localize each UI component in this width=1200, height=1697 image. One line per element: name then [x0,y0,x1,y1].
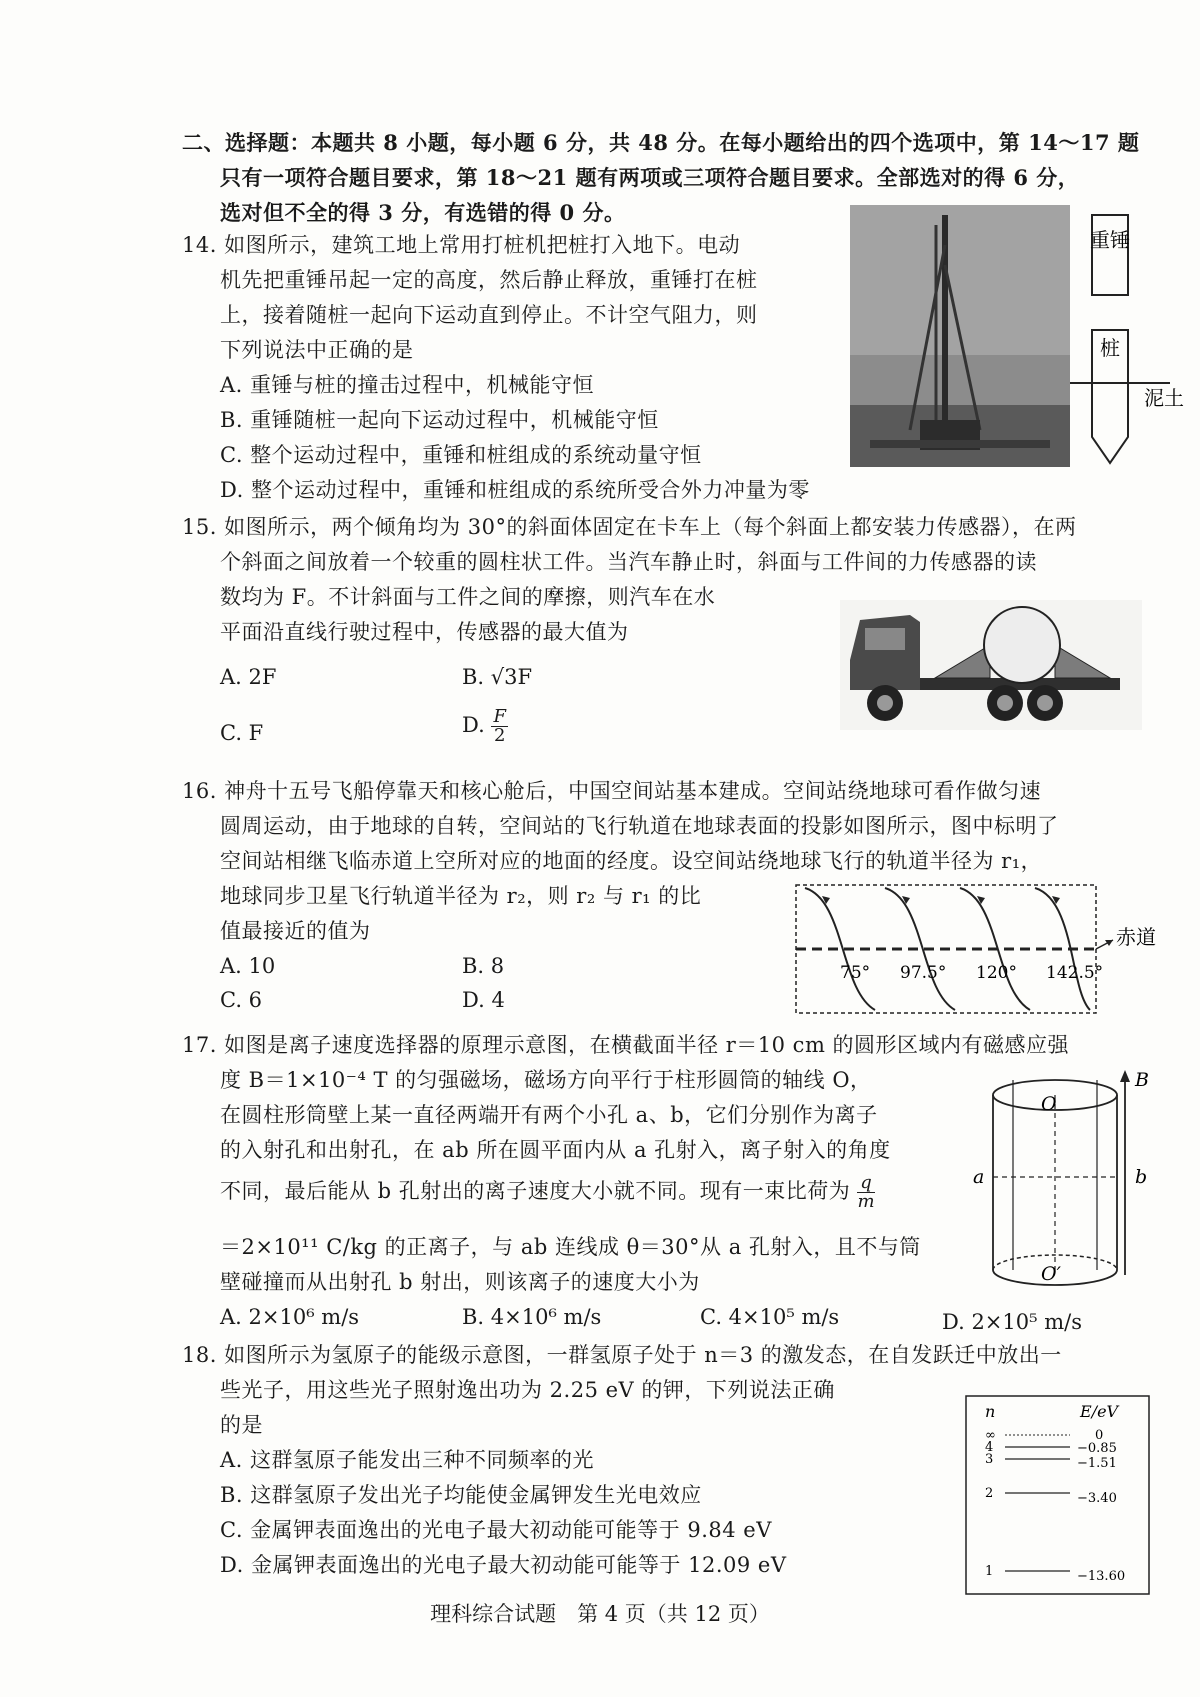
level-e-inf: 0 [1095,1428,1104,1443]
q15-option-b: B. √3F [462,665,533,689]
hole-a-label: a [973,1166,985,1188]
q18-option-b: B. 这群氢原子发出光子均能使金属钾发生光电效应 [220,1483,702,1507]
q17-stem-3: 在圆柱形筒壁上某一直径两端开有两个小孔 a、b，它们分别作为离子 [220,1103,878,1127]
level-e-1: −13.60 [1077,1569,1126,1584]
q16-stem-3: 空间站相继飞临赤道上空所对应的地面的经度。设空间站绕地球飞行的轨道半径为 r₁， [220,849,1043,873]
q14-option-d: D. 整个运动过程中，重锤和桩组成的系统所受合外力冲量为零 [220,478,810,502]
q16-option-d: D. 4 [462,988,505,1012]
q14-stem-1: 14. 如图所示，建筑工地上常用打桩机把桩打入地下。电动 [182,233,741,257]
q17-ratio-denominator: m [857,1191,876,1212]
q16-option-b: B. 8 [462,954,505,978]
q18-option-c: C. 金属钾表面逸出的光电子最大初动能可能等于 9.84 eV [220,1518,772,1542]
longitude-label-4: 142.5° [1046,963,1104,983]
q14-stem-2: 机先把重锤吊起一定的高度，然后静止释放，重锤打在桩 [220,268,758,292]
level-e-3: −1.51 [1077,1456,1117,1471]
q17-charge-mass-ratio [857,1174,875,1211]
q15-stem-4: 平面沿直线行驶过程中，传感器的最大值为 [220,620,629,644]
q17-option-d: D. 2×10⁵ m/s [942,1310,1082,1334]
q15-option-d [462,708,508,745]
q15-stem-1: 15. 如图所示，两个倾角均为 30°的斜面体固定在卡车上（每个斜面上都安装力传感器），在两 [182,515,1077,539]
level-n-1: 1 [985,1564,994,1579]
equator-label: 赤道 [1116,925,1156,949]
level-e-2: −3.40 [1077,1491,1117,1506]
q16-stem-5: 值最接近的值为 [220,919,371,943]
q17-stem-5 [220,1174,875,1211]
q14-stem-3: 上，接着随桩一起向下运动直到停止。不计空气阻力，则 [220,303,758,327]
longitude-label-1: 75° [840,963,871,983]
q14-option-c: C. 整个运动过程中，重锤和桩组成的系统动量守恒 [220,443,702,467]
velocity-selector-cylinder [975,1070,1155,1295]
page-footer: 理科综合试题 第 4 页（共 12 页） [430,1602,770,1626]
q17-stem-1: 17. 如图是离子速度选择器的原理示意图，在横截面半径 r＝10 cm 的圆形区域内有磁感应强 [182,1033,1070,1057]
q18-option-a: A. 这群氢原子能发出三种不同频率的光 [220,1448,595,1472]
q18-option-d: D. 金属钾表面逸出的光电子最大初动能可能等于 12.09 eV [220,1553,787,1577]
q17-option-a: A. 2×10⁶ m/s [220,1305,360,1329]
level-n-4: 4 [985,1440,994,1455]
section-header-line-1: 二、选择题：本题共 8 小题，每小题 6 分，共 48 分。在每小题给出的四个选项中，第 14～17 题 [182,130,1140,155]
hole-b-label: b [1135,1166,1148,1188]
q17-stem-7: 壁碰撞而从出射孔 b 射出，则该离子的速度大小为 [220,1270,700,1294]
longitude-label-3: 120° [976,963,1017,983]
section-header-line-3: 选对但不全的得 3 分，有选错的得 0 分。 [220,200,626,225]
q17-ratio-numerator: q [857,1174,875,1193]
hammer-block [1092,215,1128,295]
q15-option-d-fraction [491,708,508,745]
q17-stem-2: 度 B＝1×10⁻⁴ T 的匀强磁场，磁场方向平行于柱形圆筒的轴线 O， [220,1068,872,1092]
energy-e-header: E/eV [1080,1402,1119,1421]
energy-n-header: n [985,1402,996,1421]
q14-option-b: B. 重锤随桩一起向下运动过程中，机械能守恒 [220,408,659,432]
pile-label: 桩 [1100,336,1120,360]
q16-option-a: A. 10 [220,954,276,978]
q14-option-a: A. 重锤与桩的撞击过程中，机械能守恒 [220,373,595,397]
level-e-4: −0.85 [1077,1441,1117,1456]
q15-stem-3: 数均为 F。不计斜面与工件之间的摩擦，则汽车在水 [220,585,716,609]
level-n-3: 3 [985,1452,994,1467]
q16-stem-2: 圆周运动，由于地球的自转，空间站的飞行轨道在地球表面的投影如图所示，图中标明了 [220,814,1059,838]
q17-stem-6: ＝2×10¹¹ C/kg 的正离子，与 ab 连线成 θ＝30°从 a 孔射入，且不与筒 [220,1235,921,1259]
q17-stem-5-text: 不同，最后能从 b 孔射出的离子速度大小就不同。现有一束比荷为 [220,1179,851,1203]
energy-level-diagram [965,1395,1150,1595]
orbit-projection-diagram [790,880,1156,1020]
q16-stem-1: 16. 神舟十五号飞船停靠天和核心舱后，中国空间站基本建成。空间站绕地球可看作做匀速 [182,779,1042,803]
longitude-label-2: 97.5° [900,963,947,983]
q15-option-d-prefix: D. [462,713,485,737]
axis-o-prime-label: O′ [1041,1263,1061,1285]
q15-option-d-numerator: F [493,706,506,727]
truck-photo [840,600,1142,730]
axis-o-label: O [1041,1093,1057,1115]
q18-stem-1: 18. 如图所示为氢原子的能级示意图，一群氢原子处于 n＝3 的激发态，在自发跃迁中放出一 [182,1343,1062,1367]
q18-stem-2: 些光子，用这些光子照射逸出功为 2.25 eV 的钾，下列说法正确 [220,1378,835,1402]
q14-stem-4: 下列说法中正确的是 [220,338,414,362]
level-n-2: 2 [985,1486,994,1501]
q15-stem-2: 个斜面之间放着一个较重的圆柱状工件。当汽车静止时，斜面与工件间的力传感器的读 [220,550,1037,574]
q16-option-c: C. 6 [220,988,263,1012]
soil-label: 泥土 [1144,386,1184,410]
q16-stem-4: 地球同步卫星飞行轨道半径为 r₂，则 r₂ 与 r₁ 的比 [220,884,702,908]
q17-option-b: B. 4×10⁶ m/s [462,1305,602,1329]
hammer-label: 重锤 [1090,228,1130,252]
q17-stem-4: 的入射孔和出射孔，在 ab 所在圆平面内从 a 孔射入，离子射入的角度 [220,1138,891,1162]
q15-option-a: A. 2F [220,665,277,689]
level-n-inf: ∞ [985,1428,996,1443]
hammer-pile-diagram [1070,205,1200,470]
q18-stem-3: 的是 [220,1413,263,1437]
section-header-line-2: 只有一项符合题目要求，第 18～21 题有两项或三项符合题目要求。全部选对的得 6 分， [220,165,1080,190]
q17-option-c: C. 4×10⁵ m/s [700,1305,840,1329]
field-b-label: B [1135,1069,1149,1091]
q15-option-c: C. F [220,721,264,745]
pile-driver-photo [850,205,1070,467]
q15-option-d-denominator: 2 [493,725,506,746]
